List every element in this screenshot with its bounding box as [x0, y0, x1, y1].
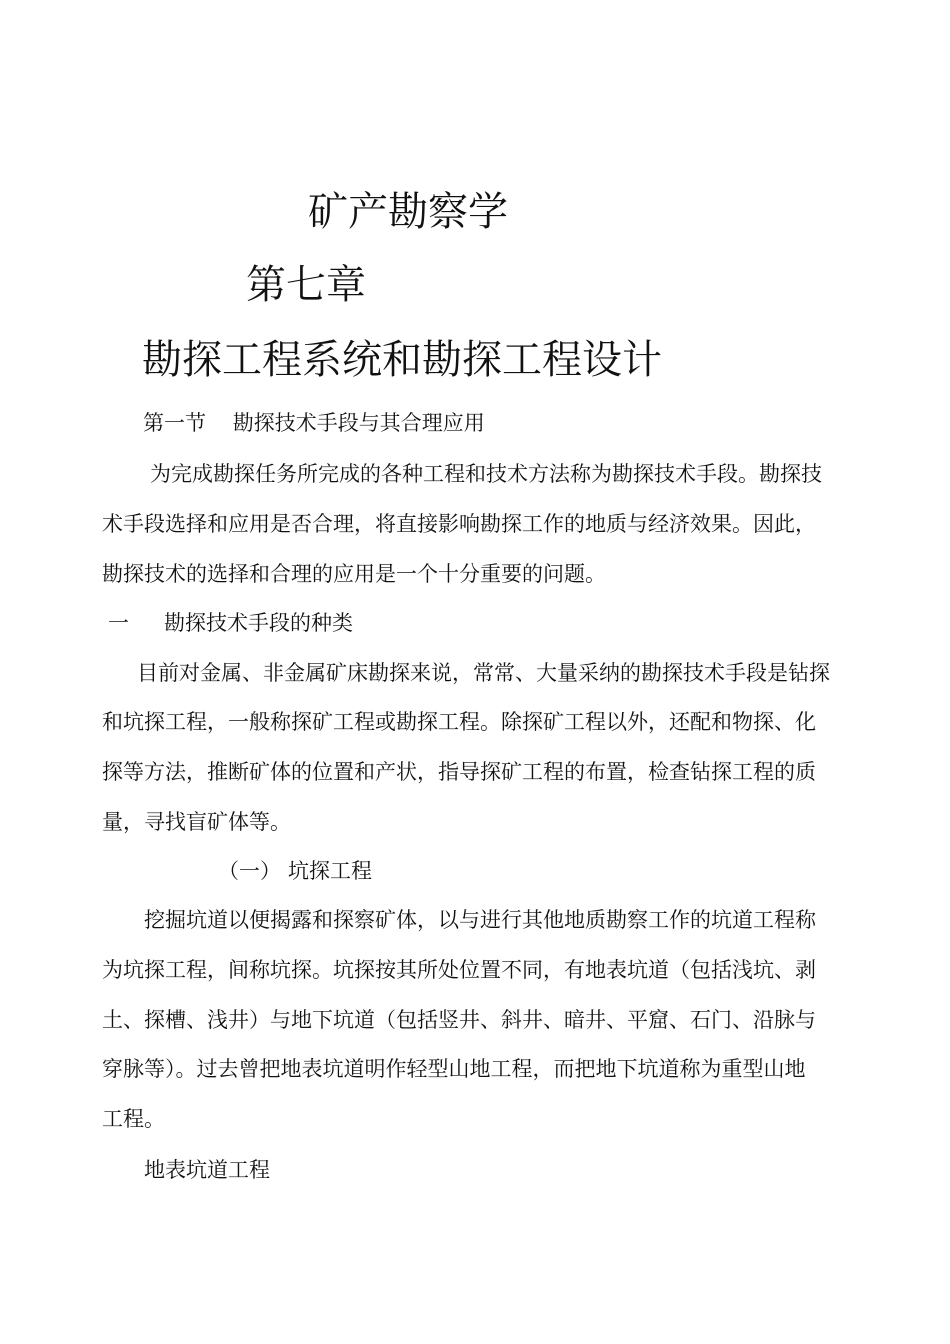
- subheading-number: 一: [108, 611, 129, 635]
- chapter-title: 勘探工程系统和勘探工程设计: [142, 337, 662, 383]
- paragraph-line: 为完成勘探任务所完成的各种工程和技术方法称为勘探技术手段。勘探技: [150, 462, 822, 486]
- paragraph-line: 量，寻找盲矿体等。: [102, 810, 291, 834]
- subheading-tunnel-engineering: [218, 861, 372, 882]
- paragraph-line: 工程。: [102, 1107, 165, 1131]
- paragraph-line: 和坑探工程，一般称探矿工程或勘探工程。除探矿工程以外，还配和物探、化: [102, 710, 816, 734]
- paragraph-line: 术手段选择和应用是否合理，将直接影响勘探工作的地质与经济效果。因此，: [102, 512, 816, 536]
- book-title: 矿产勘察学: [308, 189, 508, 235]
- paragraph-line: 勘探技术的选择和合理的应用是一个十分重要的问题。: [102, 562, 606, 586]
- paragraph-line: 为坑探工程，间称坑探。坑探按其所处位置不同，有地表坑道（包括浅坑、剥: [102, 958, 816, 982]
- paragraph-line: 挖掘坑道以便揭露和探察矿体，以与进行其他地质勘察工作的坑道工程称: [144, 908, 816, 932]
- subheading-technique-types: [108, 613, 353, 634]
- paragraph-line: 目前对金属、非金属矿床勘探来说，常常、大量采纳的勘探技术手段是钻探: [137, 661, 830, 685]
- section-heading: 第一节 勘探技术手段与其合理应用: [143, 411, 485, 435]
- paragraph-line: 探等方法，推断矿体的位置和产状，指导探矿工程的布置，检查钻探工程的质: [102, 760, 816, 784]
- subheading-text: 坑探工程: [288, 859, 372, 883]
- subheading-number: （一）: [218, 859, 281, 883]
- subheading-surface-tunnels: 地表坑道工程: [144, 1158, 270, 1182]
- paragraph-line: 穿脉等）。过去曾把地表坑道明作轻型山地工程，而把地下坑道称为重型山地: [102, 1057, 806, 1081]
- paragraph-line: 土、探槽、浅井）与地下坑道（包括竖井、斜井、暗井、平窟、石门、沿脉与: [102, 1008, 816, 1032]
- chapter-number: 第七章: [246, 262, 366, 308]
- subheading-text: 勘探技术手段的种类: [164, 611, 353, 635]
